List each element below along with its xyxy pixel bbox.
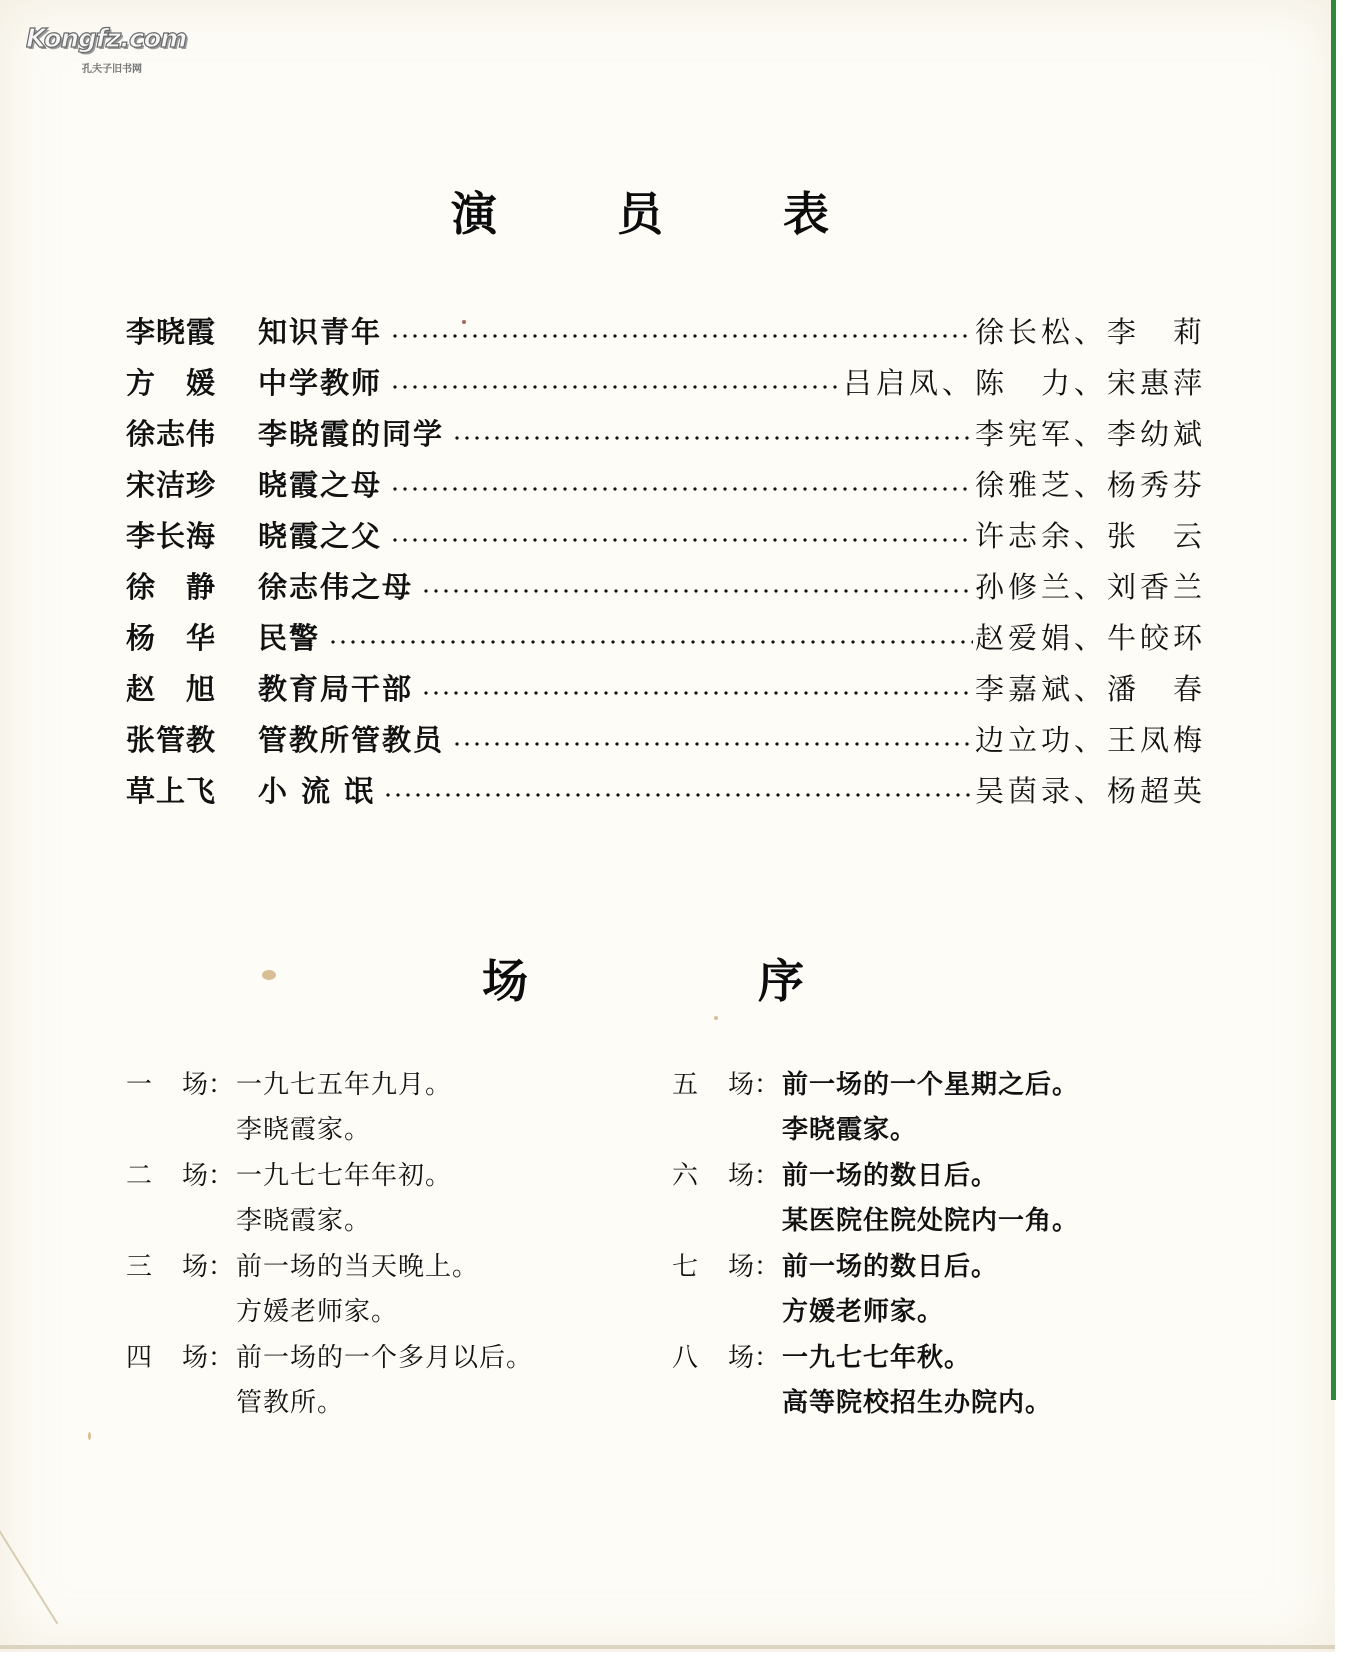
scene-label: 场： bbox=[728, 1252, 781, 1282]
dot-leader bbox=[452, 435, 973, 441]
scene-time: 前一场的当天晚上。 bbox=[236, 1252, 480, 1282]
paper-fold-line bbox=[0, 1530, 58, 1624]
cast-row bbox=[126, 662, 1206, 713]
actor-names: 吴茵录、杨超英 bbox=[974, 774, 1206, 808]
scene-time: 前一场的一个多月以后。 bbox=[236, 1343, 534, 1373]
character-description: 晓霞之父 bbox=[258, 519, 383, 553]
character-description: 徐志伟之母 bbox=[258, 570, 414, 604]
scene-time: 前一场的数日后。 bbox=[782, 1252, 999, 1282]
scene-label: 场： bbox=[182, 1161, 235, 1191]
scene-time: 前一场的数日后。 bbox=[782, 1161, 999, 1191]
cast-list-title bbox=[0, 178, 1335, 241]
scene-label: 场： bbox=[182, 1252, 235, 1282]
actor-names: 许志余、张 云 bbox=[974, 519, 1206, 553]
dot-leader bbox=[390, 333, 973, 339]
scene-time: 一九七七年秋。 bbox=[782, 1343, 972, 1373]
actor-names: 吕启凤、陈 力、宋惠萍 bbox=[842, 366, 1206, 400]
cast-title-char: 表 bbox=[783, 187, 829, 241]
cast-list bbox=[126, 305, 1206, 815]
scene-title-char: 序 bbox=[758, 954, 804, 1008]
cast-row bbox=[126, 407, 1206, 458]
scene-place: 管教所。 bbox=[236, 1388, 345, 1418]
character-description: 管教所管教员 bbox=[258, 723, 445, 757]
dot-leader bbox=[383, 792, 973, 798]
dot-leader bbox=[390, 486, 973, 492]
page-bottom-edge bbox=[0, 1645, 1335, 1649]
actor-names: 边立功、王凤梅 bbox=[974, 723, 1206, 757]
scene-time: 前一场的一个星期之后。 bbox=[782, 1070, 1080, 1100]
scene-label: 场： bbox=[728, 1070, 781, 1100]
scene-place: 高等院校招生办院内。 bbox=[782, 1388, 1053, 1418]
character-description: 教育局干部 bbox=[258, 672, 414, 706]
scene-number: 七 bbox=[672, 1252, 699, 1282]
scene-place: 方媛老师家。 bbox=[782, 1297, 945, 1327]
actor-names: 徐雅芝、杨秀芬 bbox=[974, 468, 1206, 502]
scene-number: 五 bbox=[672, 1070, 699, 1100]
cast-row bbox=[126, 458, 1206, 509]
actor-names: 李嘉斌、潘 春 bbox=[974, 672, 1206, 706]
scene-number: 四 bbox=[126, 1343, 153, 1373]
cast-row bbox=[126, 611, 1206, 662]
character-description: 小 流 氓 bbox=[258, 774, 376, 808]
watermark-subtitle: 孔夫子旧书网 bbox=[82, 64, 142, 75]
cast-row bbox=[126, 509, 1206, 560]
character-name: 草上飞 bbox=[126, 774, 217, 808]
scene-label: 场： bbox=[728, 1161, 781, 1191]
scene-number: 二 bbox=[126, 1161, 153, 1191]
character-name: 李晓霞 bbox=[126, 315, 217, 349]
dot-leader bbox=[421, 588, 973, 594]
character-name: 张管教 bbox=[126, 723, 217, 757]
cast-title-char: 员 bbox=[617, 187, 663, 241]
character-name: 宋洁珍 bbox=[126, 468, 217, 502]
character-name: 方 媛 bbox=[126, 366, 217, 400]
scene-place: 方媛老师家。 bbox=[236, 1297, 399, 1327]
scene-place: 李晓霞家。 bbox=[782, 1115, 918, 1145]
cast-row bbox=[126, 356, 1206, 407]
cast-title-char: 演 bbox=[451, 187, 497, 241]
scene-place: 李晓霞家。 bbox=[236, 1206, 372, 1236]
paper-stain bbox=[88, 1432, 91, 1440]
dot-leader bbox=[452, 741, 973, 747]
cast-row bbox=[126, 305, 1206, 356]
character-name: 李长海 bbox=[126, 519, 217, 553]
paper-stain bbox=[714, 1016, 718, 1020]
dot-leader bbox=[328, 639, 973, 645]
actor-names: 孙修兰、刘香兰 bbox=[974, 570, 1206, 604]
actor-names: 徐长松、李 莉 bbox=[974, 315, 1206, 349]
cast-row bbox=[126, 764, 1206, 815]
kongfz-watermark-logo bbox=[20, 10, 187, 75]
scene-number: 八 bbox=[672, 1343, 699, 1373]
scene-order-title bbox=[0, 945, 1335, 1008]
character-description: 民警 bbox=[258, 621, 321, 655]
scene-number: 三 bbox=[126, 1252, 153, 1282]
dot-leader bbox=[421, 690, 973, 696]
scene-place: 李晓霞家。 bbox=[236, 1115, 372, 1145]
cast-row bbox=[126, 560, 1206, 611]
character-name: 杨 华 bbox=[126, 621, 217, 655]
scene-place: 某医院住院处院内一角。 bbox=[782, 1206, 1080, 1236]
actor-names: 赵爱娟、牛皎环 bbox=[974, 621, 1206, 655]
character-description: 李晓霞的同学 bbox=[258, 417, 445, 451]
character-name: 徐 静 bbox=[126, 570, 217, 604]
scene-label: 场： bbox=[182, 1070, 235, 1100]
character-description: 中学教师 bbox=[258, 366, 383, 400]
character-name: 徐志伟 bbox=[126, 417, 217, 451]
scene-time: 一九七七年年初。 bbox=[236, 1161, 453, 1191]
scene-title-char: 场 bbox=[482, 954, 528, 1008]
dot-leader bbox=[390, 384, 841, 390]
scene-label: 场： bbox=[182, 1343, 235, 1373]
actor-names: 李宪军、李幼斌 bbox=[974, 417, 1206, 451]
character-name: 赵 旭 bbox=[126, 672, 217, 706]
scene-number: 一 bbox=[126, 1070, 153, 1100]
scene-number: 六 bbox=[672, 1161, 699, 1191]
watermark-brand: Kongfz.com bbox=[26, 24, 187, 54]
scene-label: 场： bbox=[728, 1343, 781, 1373]
character-description: 晓霞之母 bbox=[258, 468, 383, 502]
dot-leader bbox=[390, 537, 973, 543]
scene-time: 一九七五年九月。 bbox=[236, 1070, 453, 1100]
character-description: 知识青年 bbox=[258, 315, 383, 349]
cast-row bbox=[126, 713, 1206, 764]
